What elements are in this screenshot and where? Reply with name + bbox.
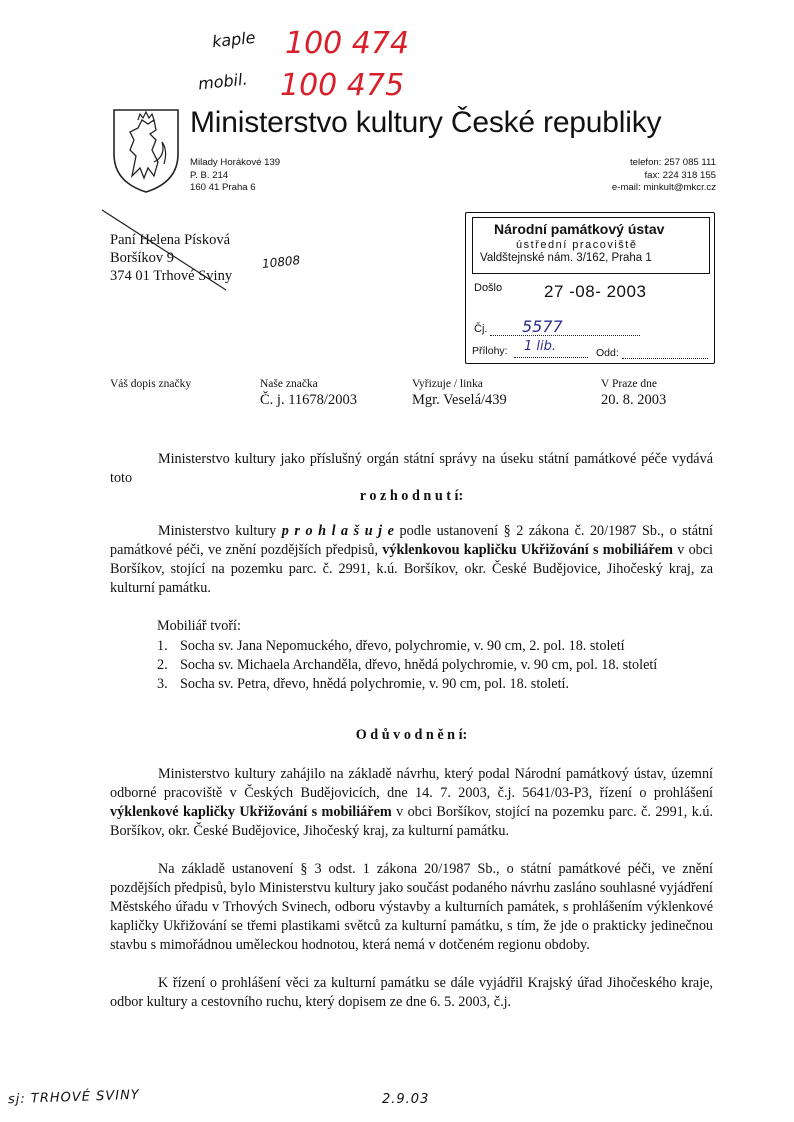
stamp-address: Valdštejnské nám. 3/162, Praha 1 <box>480 252 652 264</box>
ministry-name: Ministerstvo kultury České republiky <box>190 106 662 139</box>
mobiliar-list <box>157 637 713 694</box>
reasoning-1-text-b: v obci Boršíkov, stojící na pozemku parc. č. 2991, k.ú. Boršíkov, okr. České Budějovice, Jihočeský kraj, za kulturní památku. <box>110 804 713 839</box>
decision-text-a: Ministerstvo kultury <box>158 523 282 539</box>
ministry-contacts <box>612 157 716 195</box>
recipient-line: 374 01 Trhové Sviny <box>110 268 233 284</box>
handwritten-recipient-note: 10808 <box>261 253 301 271</box>
reasoning-1-object: výklenkové kapličky Ukřižování s mobiliářem <box>110 804 392 820</box>
contact-line: e-mail: minkult@mkcr.cz <box>611 182 716 193</box>
reasoning-3-text: K řízení o prohlášení věci za kulturní památku se dále vyjádřil Krajský úřad Jihočeského kraje, odbor kultury a cestovního ruchu, který dopisem ze dne 6. 5. 2003, č.j. <box>110 975 713 1010</box>
contact-line: telefon: 257 085 111 <box>629 157 716 168</box>
list-item: 3. Socha sv. Petra, dřevo, hnědá polychromie, v. 90 cm, pol. 18. století. <box>157 676 570 692</box>
address-line: 160 41 Praha 6 <box>190 182 256 193</box>
ref-handled-by <box>412 378 507 409</box>
ministry-address <box>190 157 280 195</box>
received-stamp <box>465 212 715 364</box>
stamp-cj-label: Čj. <box>474 323 488 335</box>
ref-label: V Praze dne <box>601 378 657 390</box>
stamp-title: Národní památkový ústav <box>494 221 665 237</box>
handwritten-label-kaple: kaple <box>211 27 257 52</box>
stamp-cj-value: 5577 <box>522 317 563 336</box>
handwritten-label-mobil: mobil. <box>197 69 249 94</box>
stamp-attachments-dots <box>514 357 588 358</box>
decision-verb: p r o h l a š u j e <box>281 523 394 539</box>
ref-value: Č. j. 11678/2003 <box>260 392 357 408</box>
handwritten-bottom-left: sj: TRHOVÉ SVINY <box>7 1087 140 1108</box>
ref-our-mark <box>260 378 357 409</box>
handwritten-number-1: 100 474 <box>285 26 410 61</box>
contact-line: fax: 224 318 155 <box>644 169 716 181</box>
decision-text-b: podle ustanovení § 2 zákona č. 20/1987 Sb., o státní památkové péči, ve znění pozdějších předpisů, <box>110 523 713 558</box>
ref-your-letter <box>110 378 191 390</box>
decision-text-c: v obci Boršíkov, stojící na pozemku parc. č. 2991, k.ú. Boršíkov, okr. České Budějovice, Jihočeský kraj, za kulturní památku. <box>110 542 713 596</box>
stamp-cj-dots <box>490 335 640 336</box>
reasoning-1-text-a: Ministerstvo kultury zahájilo na základě návrhu, který podal Národní památkový ústav, územní odborné pracoviště v Českých Budějovicích, dne 14. 7. 2003, č.j. 5641/03-P3, řízení o prohlášení <box>110 766 713 801</box>
reasoning-2-text: Na základě ustanovení § 3 odst. 1 zákona 20/1987 Sb., o státní památkové péči, ve znění pozdějších předpisů, bylo Ministerstvu kultury jako součást podaného návrhu zasláno souhlasné vyjádření Městského úřadu v Trhových Svinech, odboru výstavby a kulturních památek, s prohlášením výklenkové kapličky Ukřižování se třemi plastikami světců za kulturní památku, s tím, že jde o prakticky jedinečnou stavbu s mimořádnou uměleckou hodnotou, která nemá v dotčeném regionu obdoby. <box>110 861 713 953</box>
address-line: P. B. 214 <box>190 169 229 181</box>
stamp-subtitle: ústřední pracoviště <box>516 239 638 251</box>
ref-value: Mgr. Veselá/439 <box>412 392 507 408</box>
recipient-line: Boršíkov 9 <box>110 250 175 266</box>
recipient-strike-line <box>100 208 233 293</box>
decision-paragraph <box>110 522 713 598</box>
reasoning-paragraph-1 <box>110 765 713 841</box>
list-item: 2. Socha sv. Michaela Archanděla, dřevo, hnědá polychromie, v. 90 cm, pol. 18. století <box>157 657 658 673</box>
ref-label: Vyřizuje / linka <box>412 378 483 390</box>
ref-value: 20. 8. 2003 <box>601 392 667 408</box>
decision-object: výklenkovou kapličku Ukřižování s mobiliářem <box>382 542 673 558</box>
intro-paragraph <box>110 450 713 488</box>
stamp-received-date: 27 -08- 2003 <box>544 282 647 301</box>
reasoning-paragraph-2 <box>110 860 713 955</box>
list-item: 1. Socha sv. Jana Nepomuckého, dřevo, polychromie, v. 90 cm, 2. pol. 18. století <box>157 638 625 654</box>
ref-date <box>601 378 666 409</box>
ref-label: Váš dopis značky <box>110 378 192 390</box>
stamp-dept-label: Odd: <box>596 347 619 359</box>
ref-label: Naše značka <box>260 378 318 390</box>
handwritten-number-2: 100 475 <box>280 68 405 103</box>
coat-of-arms-logo <box>110 106 182 194</box>
handwritten-bottom-right: 2.9.03 <box>382 1092 430 1107</box>
intro-text: Ministerstvo kultury jako příslušný orgán státní správy na úseku státní památkové péče vydává toto <box>110 451 713 486</box>
stamp-received-label: Došlo <box>474 282 503 294</box>
recipient-line: Paní Helena Písková <box>110 232 231 248</box>
reasoning-paragraph-3 <box>110 974 713 1012</box>
reasoning-heading: O d ů v o d n ě n í: <box>355 727 468 743</box>
stamp-attachments-label: Přílohy: <box>472 345 508 357</box>
mobiliar-label: Mobiliář tvoří: <box>157 618 241 634</box>
decision-heading: r o z h o d n u t í: <box>359 488 464 504</box>
address-line: Milady Horákové 139 <box>190 157 281 168</box>
stamp-dept-dots <box>622 358 708 359</box>
stamp-attachments-value: 1 lib. <box>524 339 557 354</box>
